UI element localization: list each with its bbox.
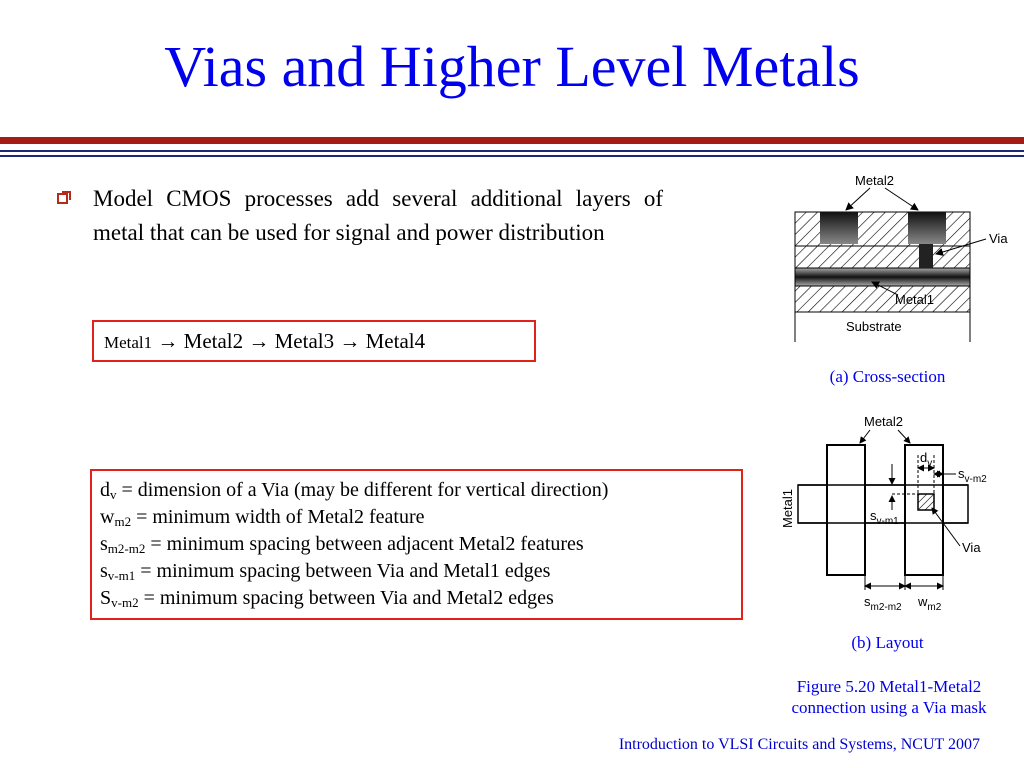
figure-caption: [760, 676, 1018, 718]
definition-line: $d_v$ = dimension of a Via (may be different for vertical direction): [100, 479, 609, 502]
figure-caption-line-2: connection using a Via mask: [791, 698, 987, 717]
label-dv: $d_v$: [920, 450, 933, 469]
bullet-text: Model CMOS processes add several additional layers of metal that can be used for signal and power distribution: [93, 186, 663, 245]
title-rule-red: [0, 137, 1024, 144]
caption-cross-section: (a) Cross-section: [829, 367, 946, 386]
metal2-strip-left: [827, 445, 865, 575]
caption-layout: (b) Layout: [851, 633, 924, 652]
label-via: Via: [989, 231, 1008, 246]
oxide-low-layer: [795, 286, 970, 312]
label-metal2: Metal2: [855, 173, 895, 188]
via-plug: [919, 244, 933, 268]
sequence-first: Metal1: [104, 333, 153, 352]
bullet-icon: [57, 193, 68, 204]
definition-line: $s_{m2-m2}$ = minimum spacing between adjacent Metal2 features: [100, 533, 584, 556]
label-metal1: Metal1: [895, 292, 935, 307]
oxide-mid-layer: [795, 246, 970, 268]
definitions-box: [90, 469, 743, 620]
cross-section-figure: [780, 170, 1020, 345]
definition-line: $w_{m2}$ = minimum width of Metal2 feature: [100, 506, 425, 529]
metal2-block-left: [820, 212, 858, 244]
label-svm1: $s_{v-m1}$: [870, 508, 899, 527]
metal-sequence-box: [92, 320, 536, 362]
metal1-layer: [795, 268, 970, 286]
metal2-block-right: [908, 212, 946, 244]
label-metal1: Metal1: [780, 488, 795, 528]
figure-caption-line-1: Figure 5.20 Metal1-Metal2: [796, 677, 982, 696]
label-wm2: $w_{m2}$: [918, 594, 942, 613]
label-via: Via: [962, 540, 981, 555]
slide-footer: Introduction to VLSI Circuits and Systems, NCUT 2007: [618, 736, 980, 753]
definition-line: $S_{v-m2}$ = minimum spacing between Via and Metal2 edges: [100, 587, 554, 610]
label-metal2: Metal2: [864, 414, 904, 429]
definition-line: $s_{v-m1}$ = minimum spacing between Via and Metal1 edges: [100, 560, 551, 583]
title-rule-blue-1: [0, 150, 1024, 152]
label-sm2m2: $s_{m2-m2}$: [864, 594, 902, 613]
sequence-rest: → Metal2 → Metal3 → Metal4: [152, 329, 426, 353]
label-substrate: Substrate: [846, 319, 902, 334]
layout-figure: [770, 410, 1020, 620]
via-square: [918, 494, 934, 510]
label-svm2: $s_{v-m2}$: [958, 466, 987, 485]
slide-title: Vias and Higher Level Metals: [164, 34, 860, 99]
title-rule-blue-2: [0, 155, 1024, 157]
